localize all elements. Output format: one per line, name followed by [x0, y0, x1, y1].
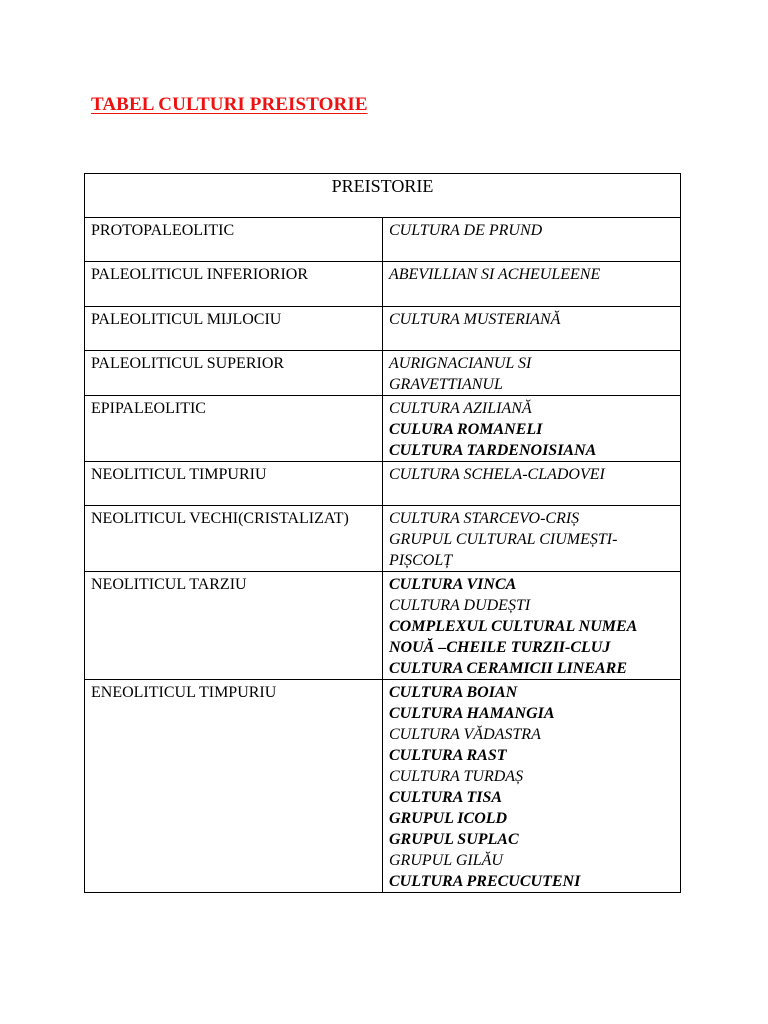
page-title: TABEL CULTURI PREISTORIE	[91, 94, 368, 115]
culture-item: GRUPUL ICOLD	[389, 810, 508, 827]
culture-item: CULTURA TURDAȘ	[389, 768, 524, 785]
cultures-cell	[383, 506, 681, 572]
culture-item: CULTURA DUDEȘTI	[389, 597, 531, 614]
table-header-row	[85, 174, 681, 218]
culture-item: CULTURA BOIAN	[389, 684, 518, 701]
cultures-cell	[383, 572, 681, 680]
table-row	[85, 307, 681, 351]
table-row	[85, 396, 681, 462]
culture-item: CULTURA STARCEVO-CRIȘ	[389, 510, 580, 527]
culture-item: GRUPUL CULTURAL CIUMEȘTI-PIȘCOLȚ	[389, 531, 618, 569]
culture-item: CULTURA MUSTERIANĂ	[389, 311, 561, 328]
cultures-cell	[383, 351, 681, 396]
culture-item: CULTURA VĂDASTRA	[389, 726, 541, 743]
culture-item: CULTURA AZILIANĂ	[389, 400, 532, 417]
cultures-cell	[383, 218, 681, 262]
cultures-cell	[383, 307, 681, 351]
culture-item: AURIGNACIANUL SI	[389, 355, 532, 372]
culture-item: CULTURA VINCA	[389, 576, 517, 593]
culture-item: CULTURA PRECUCUTENI	[389, 873, 581, 890]
period-cell: PALEOLITICUL SUPERIOR	[85, 351, 383, 396]
table-row	[85, 462, 681, 506]
period-cell: PROTOPALEOLITIC	[85, 218, 383, 262]
culture-item: GRUPUL GILĂU	[389, 852, 503, 869]
culture-item: GRUPUL SUPLAC	[389, 831, 519, 848]
culture-item: CULTURA DE PRUND	[389, 222, 543, 239]
culture-item: ABEVILLIAN SI ACHEULEENE	[389, 266, 601, 283]
cultures-cell	[383, 262, 681, 307]
table-header: PREISTORIE	[85, 174, 681, 218]
period-cell: PALEOLITICUL INFERIORIOR	[85, 262, 383, 307]
table-row	[85, 351, 681, 396]
culture-item: COMPLEXUL CULTURAL NUMEA NOUĂ –CHEILE TURZII-CLUJ	[389, 618, 637, 656]
table-row	[85, 572, 681, 680]
culture-item: CULTURA CERAMICII LINEARE	[389, 660, 628, 677]
culture-item: CULTURA SCHELA-CLADOVEI	[389, 466, 605, 483]
culture-item: CULURA ROMANELI	[389, 421, 543, 438]
cultures-cell	[383, 396, 681, 462]
table-row	[85, 506, 681, 572]
period-cell: ENEOLITICUL TIMPURIU	[85, 680, 383, 893]
table-body	[85, 174, 681, 893]
period-cell: PALEOLITICUL MIJLOCIU	[85, 307, 383, 351]
culture-item: CULTURA TISA	[389, 789, 503, 806]
period-cell: NEOLITICUL TIMPURIU	[85, 462, 383, 506]
table-row	[85, 262, 681, 307]
prehistory-cultures-table	[84, 173, 681, 893]
period-cell: EPIPALEOLITIC	[85, 396, 383, 462]
table-row	[85, 680, 681, 893]
culture-item: GRAVETTIANUL	[389, 376, 503, 393]
period-cell: NEOLITICUL TARZIU	[85, 572, 383, 680]
period-cell: NEOLITICUL VECHI(CRISTALIZAT)	[85, 506, 383, 572]
cultures-cell	[383, 462, 681, 506]
culture-item: CULTURA HAMANGIA	[389, 705, 555, 722]
table-row	[85, 218, 681, 262]
culture-item: CULTURA RAST	[389, 747, 507, 764]
culture-item: CULTURA TARDENOISIANA	[389, 442, 597, 459]
cultures-cell	[383, 680, 681, 893]
